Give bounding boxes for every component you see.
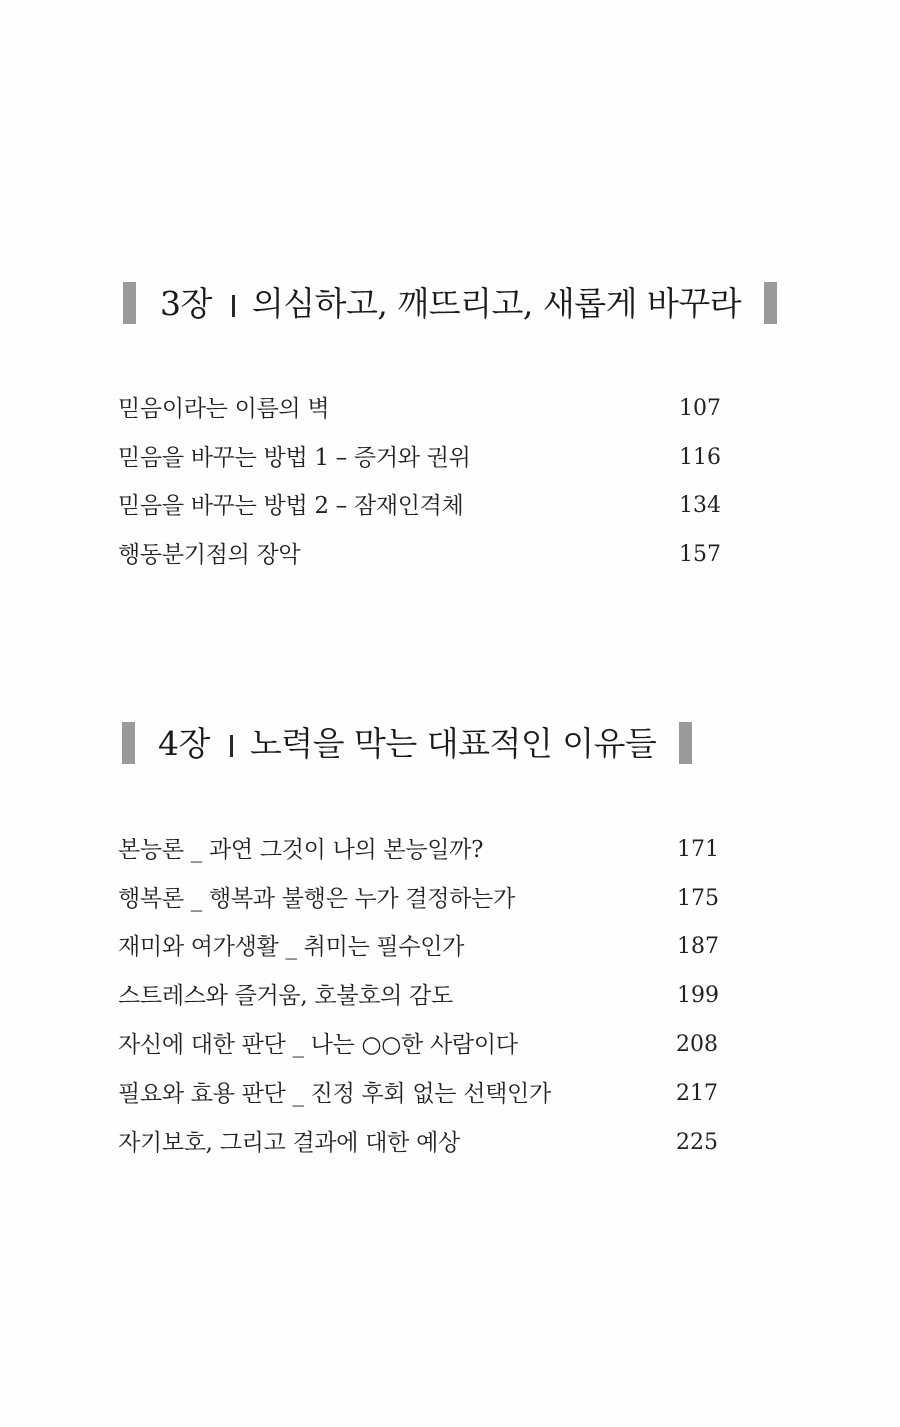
toc-entry-title: 재미와 여가생활 _ 취미는 필수인가 xyxy=(118,934,465,960)
toc-entry[interactable] xyxy=(0,1077,900,1111)
toc-entry-page: 116 xyxy=(679,445,721,470)
toc-entry-page: 107 xyxy=(679,396,721,421)
toc-entry-page: 134 xyxy=(679,493,721,518)
toc-entry[interactable] xyxy=(0,1028,900,1062)
chapter-heading xyxy=(0,722,900,766)
chapter-label: 4장 xyxy=(158,724,210,763)
toc-entry-title: 행복론 _ 행복과 불행은 누가 결정하는가 xyxy=(118,886,515,912)
heading-bar-right xyxy=(679,722,692,764)
toc-entry-title: 믿음을 바꾸는 방법 1 – 증거와 권위 xyxy=(118,445,471,471)
toc-entry[interactable] xyxy=(0,882,900,916)
toc-entry-page: 199 xyxy=(677,983,719,1008)
toc-entry-title: 본능론 _ 과연 그것이 나의 본능일까? xyxy=(118,837,484,863)
toc-entry-page: 175 xyxy=(677,886,719,911)
chapter-title xyxy=(160,282,741,326)
toc-entry[interactable] xyxy=(0,489,900,523)
toc-entry-page: 225 xyxy=(676,1130,718,1155)
chapter-title-text: 노력을 막는 대표적인 이유들 xyxy=(249,724,657,763)
chapter-heading xyxy=(0,282,900,326)
toc-entry-page: 171 xyxy=(677,837,719,862)
toc-entry-page: 187 xyxy=(677,934,719,959)
toc-entry-title: 자신에 대한 판단 _ 나는 ○○한 사람이다 xyxy=(118,1032,518,1058)
toc-entry-title: 필요와 효용 판단 _ 진정 후회 없는 선택인가 xyxy=(118,1081,551,1107)
toc-entry-page: 217 xyxy=(676,1081,718,1106)
toc-entry[interactable] xyxy=(0,1126,900,1160)
toc-entry-title: 행동분기점의 장악 xyxy=(118,542,301,568)
heading-bar-left xyxy=(122,722,135,764)
toc-entry[interactable] xyxy=(0,833,900,867)
toc-entry[interactable] xyxy=(0,538,900,572)
toc-entry-title: 자기보호, 그리고 결과에 대한 예상 xyxy=(118,1130,460,1156)
toc-entry-page: 208 xyxy=(676,1032,718,1057)
toc-entry-page: 157 xyxy=(679,542,721,567)
chapter-label: 3장 xyxy=(160,284,212,323)
heading-bar-right xyxy=(764,282,777,324)
toc-entry[interactable] xyxy=(0,392,900,426)
heading-separator xyxy=(230,735,233,757)
toc-entry-title: 스트레스와 즐거움, 호불호의 감도 xyxy=(118,983,453,1009)
toc-entry[interactable] xyxy=(0,441,900,475)
toc-entry-title: 믿음이라는 이름의 벽 xyxy=(118,396,330,422)
heading-bar-left xyxy=(123,282,136,324)
chapter-title-text: 의심하고, 깨뜨리고, 새롭게 바꾸라 xyxy=(251,284,742,323)
toc-entry[interactable] xyxy=(0,979,900,1013)
chapter-title xyxy=(158,722,656,766)
heading-separator xyxy=(232,295,235,317)
toc-entry[interactable] xyxy=(0,930,900,964)
toc-entry-title: 믿음을 바꾸는 방법 2 – 잠재인격체 xyxy=(118,493,464,519)
